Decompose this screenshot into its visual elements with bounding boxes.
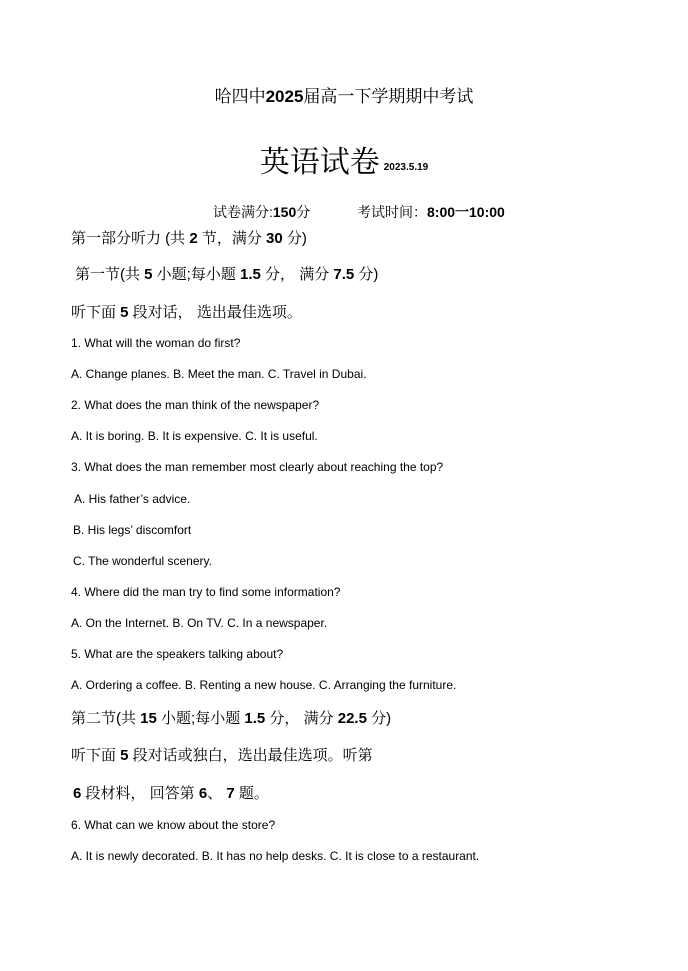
part1-title [71, 227, 307, 248]
question-1-options: A. Change planes. B. Meet the man. C. Travel in Dubai. [71, 367, 367, 381]
section2-total-score: 22.5 [337, 710, 367, 727]
section2-title-text: 第二节(共 [71, 710, 141, 727]
question-3-option-a: A. His father’s advice. [74, 492, 191, 506]
question-6: 6. What can we know about the store? [71, 818, 276, 832]
part1-section-count: 2 [189, 230, 198, 247]
exam-title-rest: 届高一下学期期中考试 [303, 87, 474, 106]
exam-date: 2023.5.19 [383, 162, 429, 173]
section2-instruction-line1 [71, 744, 373, 765]
exam-title [0, 82, 688, 107]
instruction-text: 题。 [234, 785, 269, 802]
section2-title-text: 分) [366, 710, 392, 727]
section1-each-score: 1.5 [240, 266, 261, 283]
question-2: 2. What does the man think of the newspaper? [71, 398, 320, 412]
question-1: 1. What will the woman do first? [71, 336, 241, 350]
question-4-options: A. On the Internet. B. On TV. C. In a newspaper. [71, 616, 328, 630]
question-3: 3. What does the man remember most clearly about reaching the top? [71, 460, 444, 474]
section1-question-count: 5 [144, 266, 153, 283]
instruction-question-number: 7 [226, 785, 235, 802]
subject-title: 英语试卷 [259, 145, 380, 180]
section2-question-count: 15 [140, 710, 157, 727]
exam-time-label: 考试时间： [357, 204, 427, 220]
instruction-question-number: 6 [198, 785, 208, 802]
full-score [213, 202, 310, 222]
section1-title-text: 第一节(共 [75, 266, 145, 283]
instruction-text: 段对话或独白，选出最佳选项。听第 [128, 747, 373, 764]
full-score-unit: 分 [296, 204, 311, 220]
instruction-count: 5 [120, 304, 129, 321]
section1-total-score: 7.5 [333, 266, 355, 283]
exam-time [357, 202, 505, 222]
instruction-text: 段材料， 回答第 [81, 785, 199, 802]
part1-title-text: 分) [282, 230, 307, 247]
part1-title-text: 第一部分听力 (共 [71, 230, 190, 247]
instruction-text: 听下面 [71, 304, 121, 321]
instruction-separator: 、 [207, 785, 223, 802]
question-5: 5. What are the speakers talking about? [71, 647, 284, 661]
question-4: 4. Where did the man try to find some information? [71, 585, 341, 599]
section1-instruction [71, 301, 302, 322]
question-5-options: A. Ordering a coffee. B. Renting a new house. C. Arranging the furniture. [71, 678, 457, 692]
question-3-option-b: B. His legs’ discomfort [73, 523, 192, 537]
instruction-text: 听下面 [71, 747, 121, 764]
section1-title-text: 小题;每小题 [152, 266, 241, 283]
section2-instruction-line2 [73, 782, 269, 803]
instruction-count: 5 [120, 747, 129, 764]
section1-title [75, 263, 378, 284]
section2-title-text: 小题;每小题 [156, 710, 245, 727]
exam-title-year: 2025 [265, 87, 304, 106]
part1-total-score: 30 [266, 230, 283, 247]
section2-title [71, 707, 391, 728]
full-score-value: 150 [272, 204, 297, 220]
section1-title-text: 分) [354, 266, 379, 283]
exam-time-value: 8:00一10:00 [427, 204, 505, 220]
section2-each-score: 1.5 [244, 710, 266, 727]
subject-row [0, 137, 688, 181]
exam-title-school: 哈四中 [214, 87, 266, 106]
full-score-label: 试卷满分: [213, 204, 273, 220]
section2-title-text: 分， 满分 [265, 710, 338, 727]
instruction-text: 段对话， 选出最佳选项。 [128, 304, 302, 321]
question-2-options: A. It is boring. B. It is expensive. C. It is useful. [71, 429, 318, 443]
instruction-material-number: 6 [73, 785, 82, 802]
part1-title-text: 节，满分 [197, 230, 267, 247]
question-3-option-c: C. The wonderful scenery. [73, 554, 212, 568]
question-6-options: A. It is newly decorated. B. It has no help desks. C. It is close to a restaurant. [71, 849, 480, 863]
section1-title-text: 分， 满分 [260, 266, 334, 283]
